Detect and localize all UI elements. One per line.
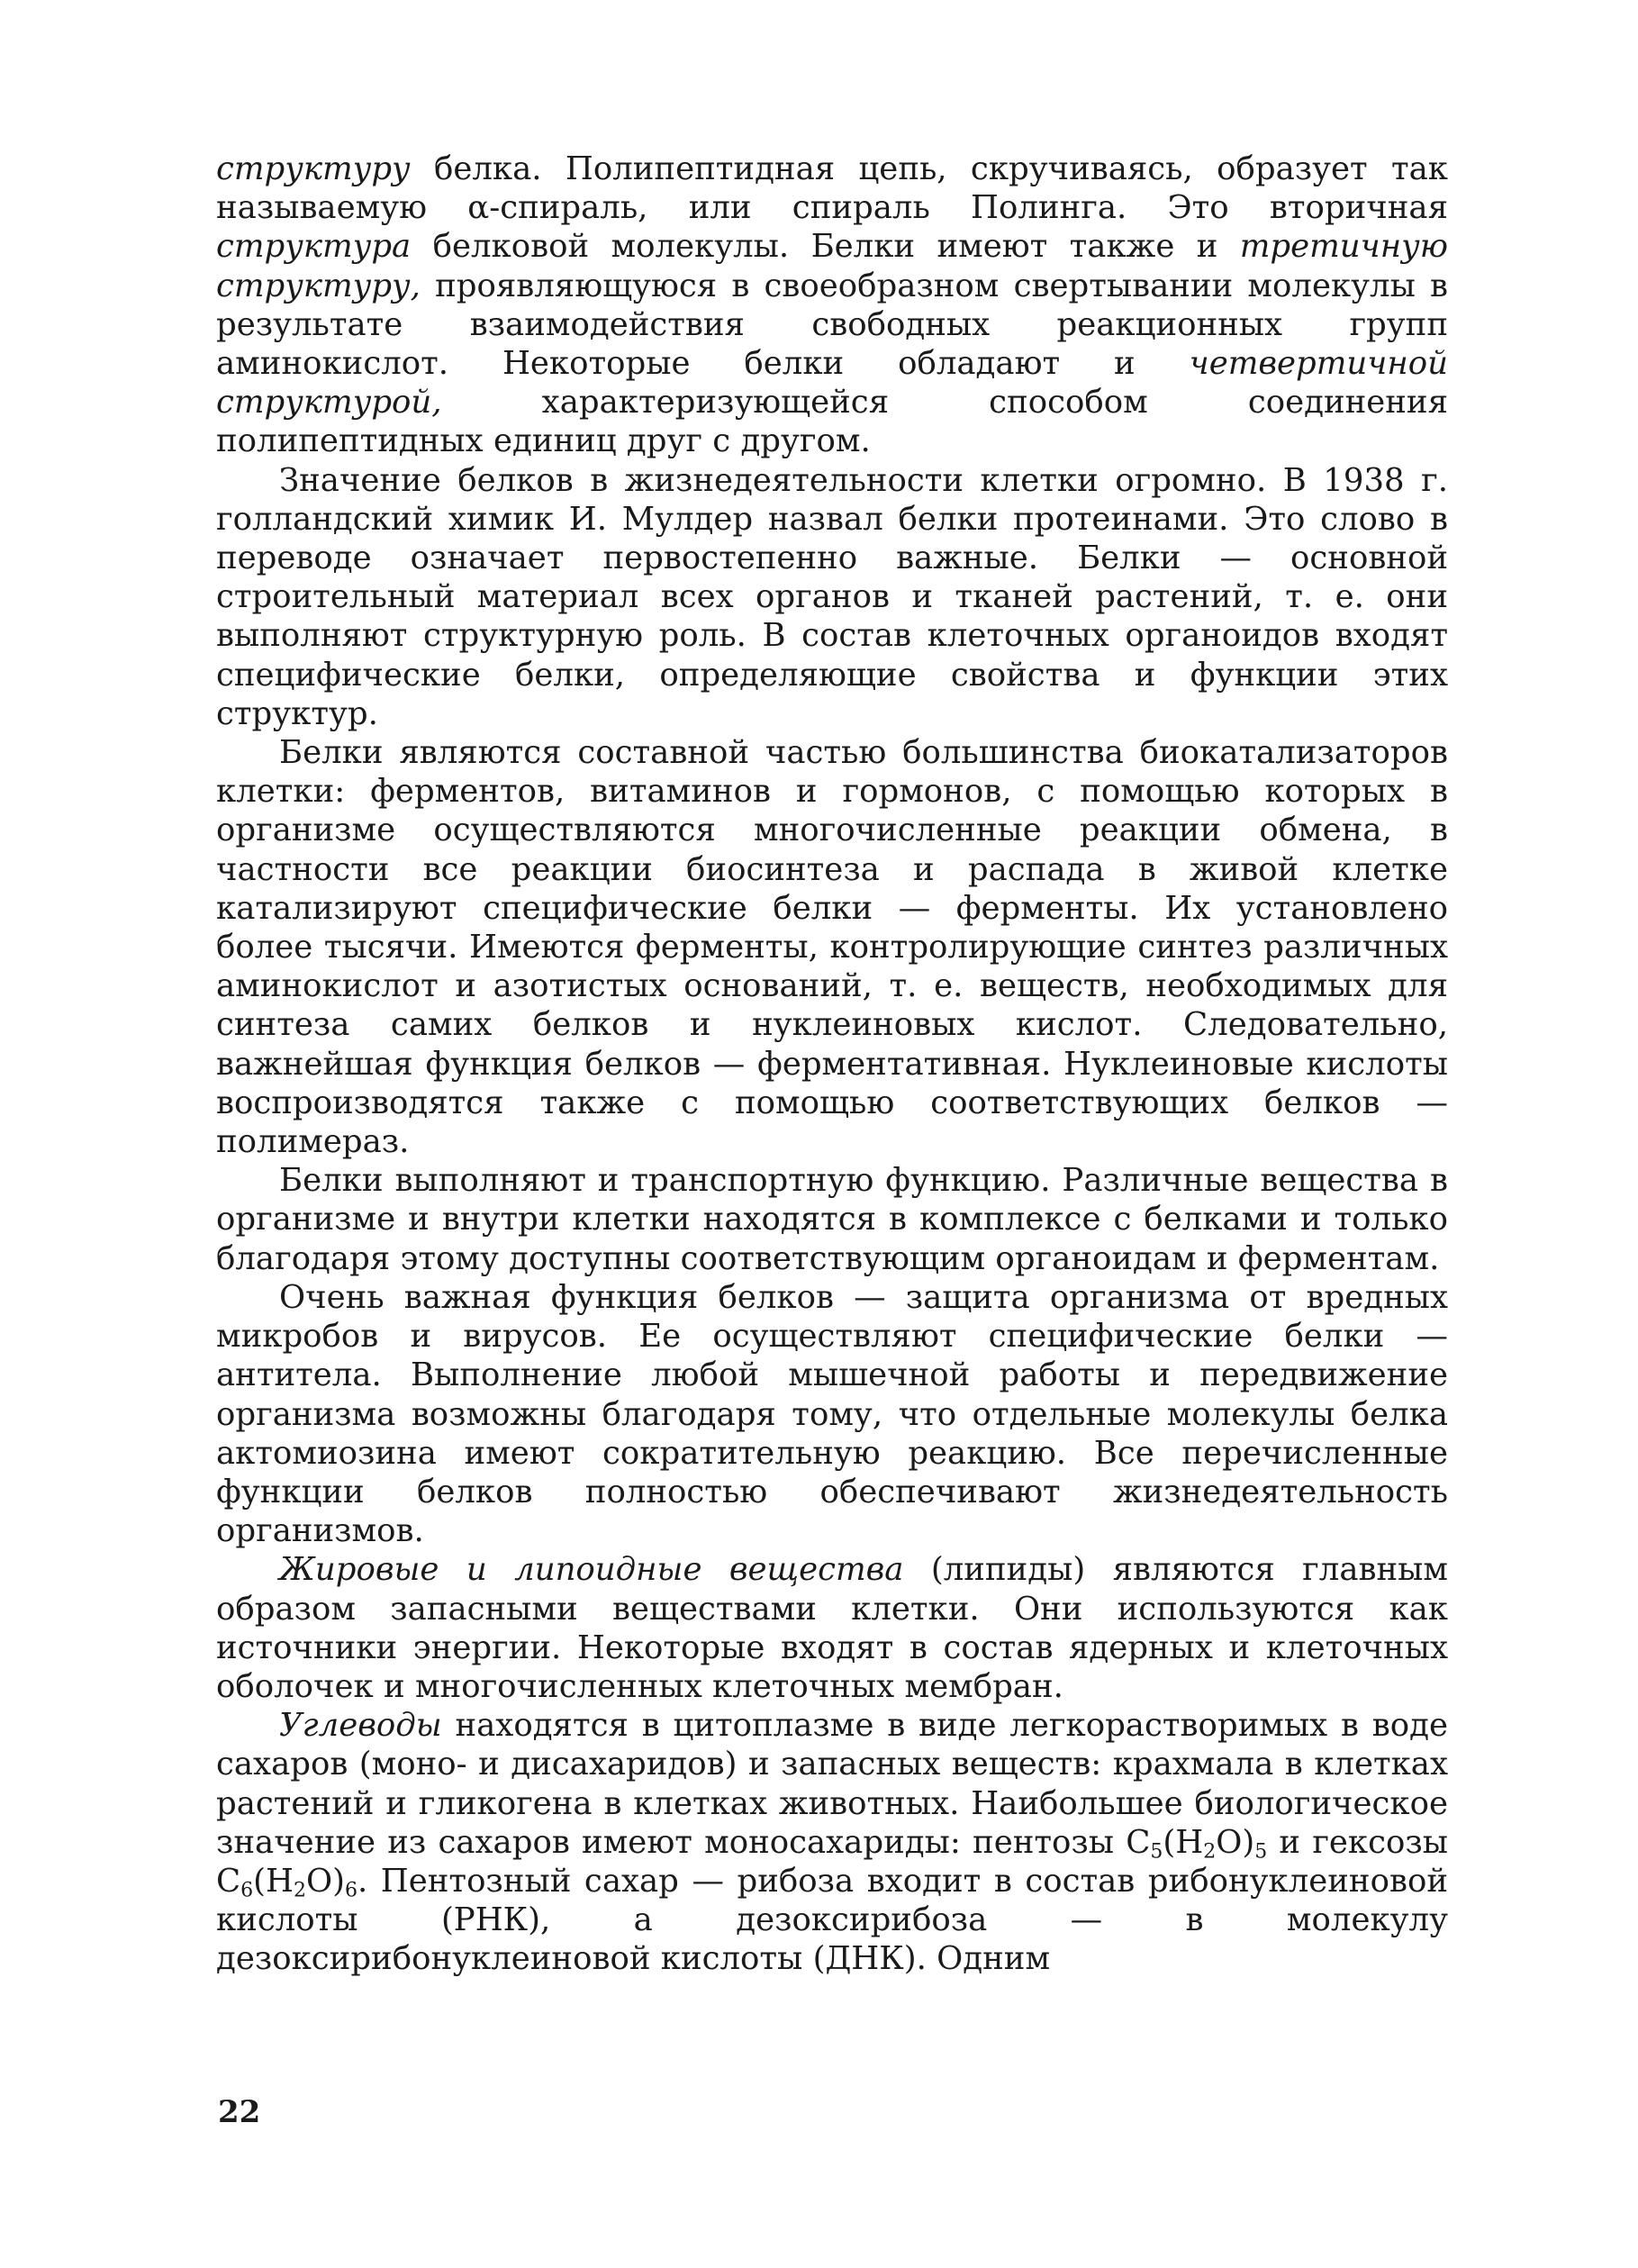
body-text <box>216 150 1448 1979</box>
italic-term: Углеводы <box>279 1707 442 1745</box>
italic-term: третичную структуру, <box>216 228 1448 304</box>
page-number: 22 <box>218 2094 261 2130</box>
subscript: 6 <box>344 1879 357 1902</box>
italic-term: Жировые и липоидные вещества <box>279 1551 904 1589</box>
paragraph-enzymes <box>216 733 1448 1161</box>
paragraph-protein-structure <box>216 150 1448 461</box>
text-run: Белки выполняют и транспортную функцию. Различные вещества в организме и внутри клетки находятся в комплексе с белками и только благодаря этому доступны соответствующим органоидам и ферментам. <box>216 1162 1448 1277</box>
paragraph-protein-significance <box>216 461 1448 733</box>
text-run: Очень важная функция белков — защита организма от вредных микробов и вирусов. Ее осуществляют специфические белки — антитела. Выполнение любой мышечной работы и передвижение организма возможны благодаря тому, что отдельные молекулы белка актомиозина имеют сократительную реакцию. Все перечисленные функции белков полностью обеспечивают жизнедеятельность организмов. <box>216 1278 1448 1550</box>
text-run: . Пентозный сахар — рибоза входит в состав рибонуклеиновой кислоты (РНК), а дезоксирибоза — в молекулу дезоксирибонуклеиновой кислоты (ДНК). Одним <box>216 1862 1448 1978</box>
subscript: 5 <box>1150 1840 1163 1864</box>
subscript: 2 <box>293 1879 306 1902</box>
italic-term: структура <box>216 228 412 266</box>
subscript: 2 <box>1203 1840 1217 1864</box>
text-run: белковой молекулы. Белки имеют также и <box>411 228 1240 266</box>
paragraph-protective-function <box>216 1278 1448 1550</box>
subscript: 5 <box>1254 1840 1268 1864</box>
text-run: Белки являются составной частью большинства биокатализаторов клетки: ферментов, витаминов и гормонов, с помощью которых в организме осуществляются многочисленные реакции обмена, в частности все реакции биосинтеза и распада в живой клетке катализируют специфические белки — ферменты. Их установлено более тысячи. Имеются ферменты, контролирующие синтез различных аминокислот и азотистых оснований, т. е. веществ, необходимых для синтеза самих белков и нуклеиновых кислот. Следовательно, важнейшая функция белков — ферментативная. Нуклеиновые кислоты воспроизводятся также с помощью соответствующих белков — полимераз. <box>216 734 1448 1161</box>
text-run: Значение белков в жизнедеятельности клетки огромно. В 1938 г. голландский химик И. Мулдер назвал белки протеинами. Это слово в переводе означает первостепенно важные. Белки — основной строительный материал всех органов и тканей растений, т. е. они выполняют структурную роль. В состав клеточных органоидов входят специфические белки, определяющие свойства и функции этих структур. <box>216 461 1448 732</box>
paragraph-lipids <box>216 1550 1448 1706</box>
text-run: характеризующейся способом соединения полипептидных единиц друг с другом. <box>216 384 1448 460</box>
text-run: белка. Полипептидная цепь, скручиваясь, образует так называемую α-спираль, или спираль Полинга. Это вторичная <box>216 150 1448 227</box>
text-run: O) <box>305 1862 345 1900</box>
text-run: (H <box>1163 1823 1204 1861</box>
text-run: (липиды) являются главным образом запасными веществами клетки. Они используются как источники энергии. Некоторые входят в состав ядерных и клеточных оболочек и многочисленных клеточных мембран. <box>216 1551 1449 1705</box>
paragraph-carbohydrates <box>216 1706 1448 1978</box>
text-run: проявляющуюся в своеобразном свертывании молекулы в результате взаимодействия свободных реакционных групп аминокислот. Некоторые белки обладают и <box>216 267 1448 383</box>
text-run: O) <box>1216 1823 1255 1861</box>
italic-term: четвертичной структурой, <box>216 345 1448 422</box>
italic-term: структуру <box>216 150 411 187</box>
text-run: находятся в цитоплазме в виде легкорастворимых в воде сахаров (моно- и дисахаридов) и запасных веществ: крахмала в клетках растений и гликогена в клетках животных. Наибольшее биологическое значение из сахаров имеют моносахариды: пентозы C <box>216 1707 1448 1861</box>
paragraph-transport-function <box>216 1161 1448 1278</box>
text-run: (H <box>253 1862 294 1900</box>
subscript: 6 <box>240 1879 254 1902</box>
text-run: и гексозы C <box>216 1823 1448 1900</box>
